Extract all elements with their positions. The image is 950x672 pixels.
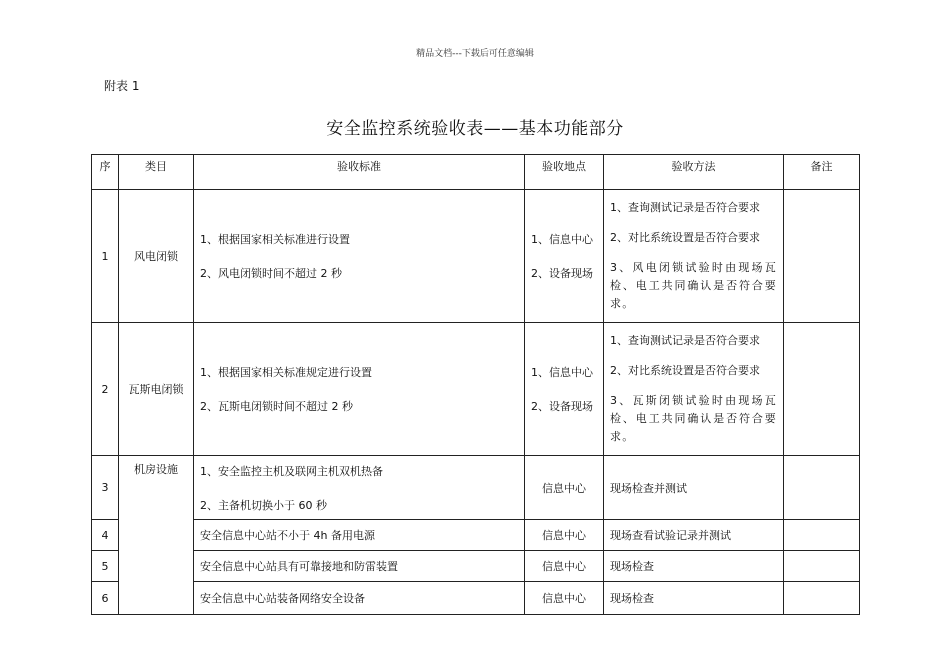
header-method: 验收方法 [604, 155, 784, 190]
row-location: 信息中心 [525, 520, 604, 551]
row-category: 机房设施 [119, 456, 194, 615]
row-standard [194, 456, 525, 520]
row-method [604, 323, 784, 456]
row-category: 瓦斯电闭锁 [119, 323, 194, 456]
standard-item: 1、安全监控主机及联网主机双机热备 [200, 464, 383, 478]
header-category: 类目 [119, 155, 194, 190]
table-row [92, 323, 860, 456]
row-location: 信息中心 [525, 551, 604, 582]
standard-item: 2、主备机切换小于 60 秒 [200, 498, 327, 512]
standard-item: 2、瓦斯电闭锁时间不超过 2 秒 [200, 400, 353, 413]
table-row [92, 456, 860, 520]
header-location: 验收地点 [525, 155, 604, 190]
row-location [525, 323, 604, 456]
location-item: 2、设备现场 [531, 267, 593, 280]
row-no: 5 [92, 551, 119, 582]
method-item: 3、风电闭锁试验时由现场瓦检、电工共同确认是否符合要求。 [610, 261, 777, 310]
table-row [92, 582, 860, 615]
row-remark [784, 551, 860, 582]
row-no: 3 [92, 456, 119, 520]
document-title: 安全监控系统验收表——基本功能部分 [326, 119, 624, 139]
table-row [92, 520, 860, 551]
standard-item: 1、根据国家相关标准进行设置 [200, 233, 350, 246]
row-remark [784, 190, 860, 323]
standard-item: 2、风电闭锁时间不超过 2 秒 [200, 267, 342, 280]
acceptance-table [91, 154, 860, 615]
row-remark [784, 582, 860, 615]
row-method: 现场检查并测试 [604, 456, 784, 520]
method-item: 2、对比系统设置是否符合要求 [610, 231, 760, 244]
row-standard: 安全信息中心站装备网络安全设备 [194, 582, 525, 615]
header-remark: 备注 [784, 155, 860, 190]
row-location: 信息中心 [525, 582, 604, 615]
table-header-row [92, 155, 860, 190]
page-header-note: 精品文档---下载后可任意编辑 [416, 49, 534, 59]
row-remark [784, 520, 860, 551]
row-standard [194, 190, 525, 323]
location-item: 1、信息中心 [531, 366, 593, 379]
row-remark [784, 323, 860, 456]
location-item: 1、信息中心 [531, 233, 593, 246]
header-standard: 验收标准 [194, 155, 525, 190]
row-no: 6 [92, 582, 119, 615]
row-method [604, 190, 784, 323]
row-standard: 安全信息中心站不小于 4h 备用电源 [194, 520, 525, 551]
row-no: 4 [92, 520, 119, 551]
row-category: 风电闭锁 [119, 190, 194, 323]
standard-item: 1、根据国家相关标准规定进行设置 [200, 366, 372, 379]
row-no: 1 [92, 190, 119, 323]
table-row [92, 190, 860, 323]
row-standard [194, 323, 525, 456]
header-no: 序 [92, 155, 119, 190]
row-method: 现场检查 [604, 551, 784, 582]
method-item: 1、查询测试记录是否符合要求 [610, 201, 760, 214]
method-item: 3、瓦斯闭锁试验时由现场瓦检、电工共同确认是否符合要求。 [610, 394, 777, 443]
appendix-label: 附表 1 [104, 79, 140, 93]
table-row [92, 551, 860, 582]
row-location [525, 190, 604, 323]
row-no: 2 [92, 323, 119, 456]
row-method: 现场检查 [604, 582, 784, 615]
method-item: 2、对比系统设置是否符合要求 [610, 364, 760, 377]
row-standard: 安全信息中心站具有可靠接地和防雷装置 [194, 551, 525, 582]
method-item: 1、查询测试记录是否符合要求 [610, 334, 760, 347]
location-item: 2、设备现场 [531, 400, 593, 413]
row-location: 信息中心 [525, 456, 604, 520]
row-remark [784, 456, 860, 520]
row-method: 现场查看试验记录并测试 [604, 520, 784, 551]
